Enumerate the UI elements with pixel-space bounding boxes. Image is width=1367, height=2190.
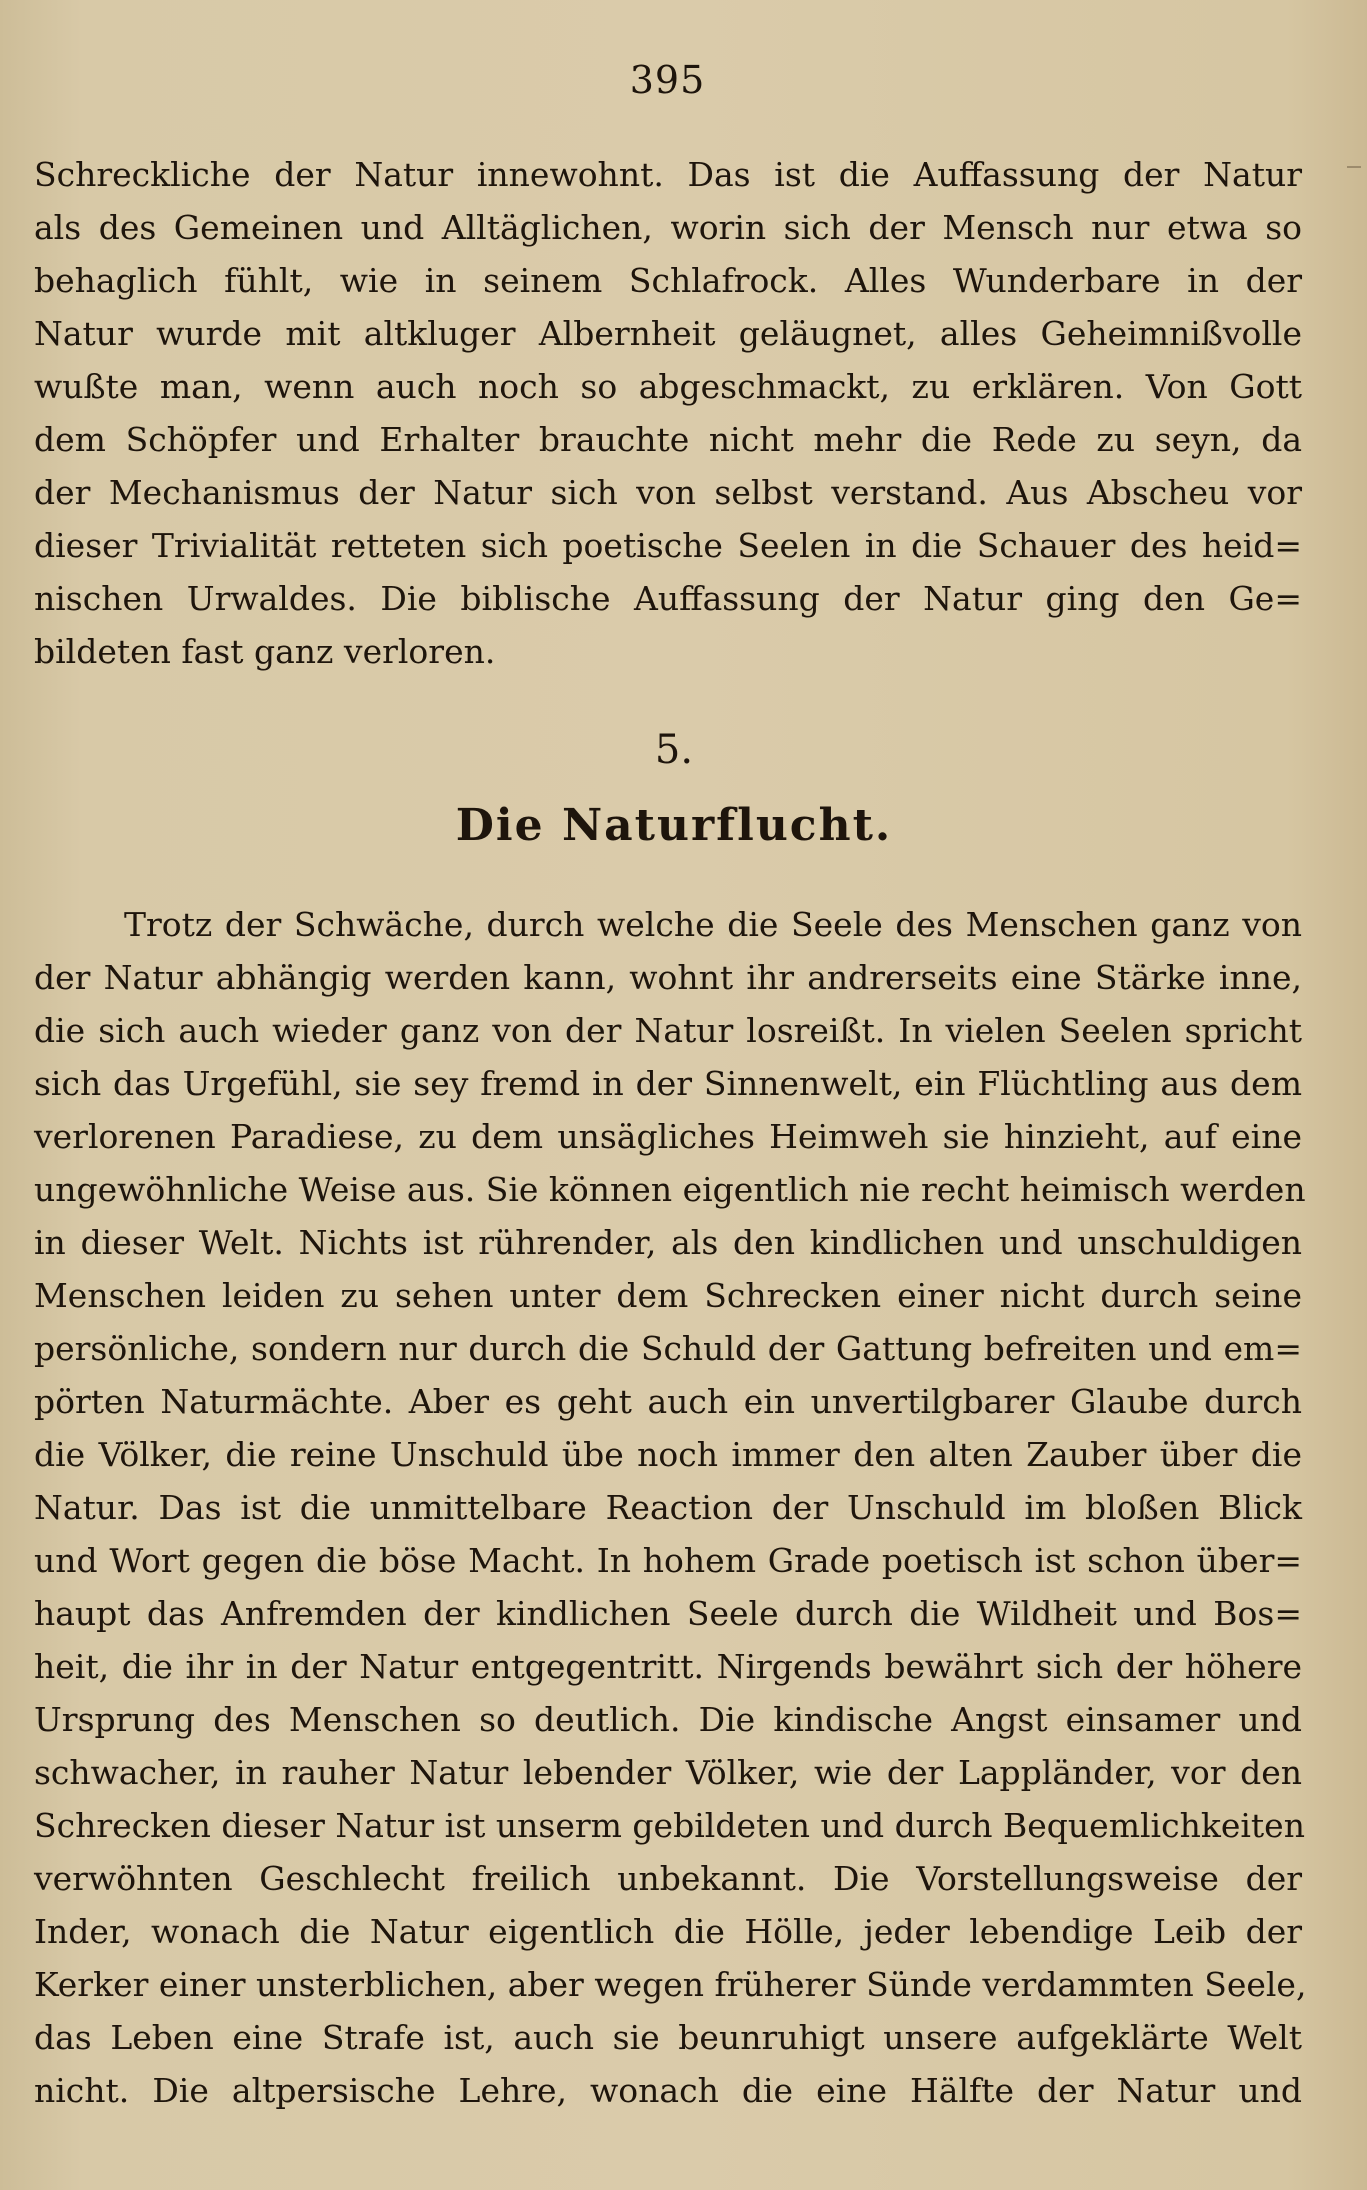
text-line: Schreckliche der Natur innewohnt. Das ist die Auffassung der Natur	[34, 155, 1302, 194]
paragraph-1	[34, 148, 1302, 678]
page-number: 395	[629, 58, 706, 102]
margin-mark	[1347, 166, 1361, 168]
text-line: wußte man, wenn auch noch so abgeschmackt, zu erklären. Von Gott	[34, 367, 1302, 406]
text-line: die sich auch wieder ganz von der Natur losreißt. In vielen Seelen spricht	[34, 1011, 1302, 1050]
section-title: Die Naturflucht.	[455, 800, 893, 851]
text-line: die Völker, die reine Unschuld übe noch immer den alten Zauber über die	[34, 1435, 1302, 1474]
paragraph-2	[34, 898, 1307, 2117]
text-line: ungewöhnliche Weise aus. Sie können eigentlich nie recht heimisch werden	[34, 1170, 1306, 1209]
text-line: haupt das Anfremden der kindlichen Seele durch die Wildheit und Bos=	[34, 1594, 1302, 1633]
section-number: 5.	[654, 727, 694, 773]
text-line: Kerker einer unsterblichen, aber wegen früherer Sünde verdammten Seele,	[34, 1965, 1307, 2004]
text-line: verwöhnten Geschlecht freilich unbekannt. Die Vorstellungsweise der	[34, 1859, 1302, 1898]
text-line: behaglich fühlt, wie in seinem Schlafrock. Alles Wunderbare in der	[34, 261, 1302, 300]
text-line: Schrecken dieser Natur ist unserm gebildeten und durch Bequemlichkeiten	[34, 1806, 1305, 1845]
text-line: der Natur abhängig werden kann, wohnt ihr andrerseits eine Stärke inne,	[34, 958, 1302, 997]
text-line: Trotz der Schwäche, durch welche die Seele des Menschen ganz von	[124, 905, 1302, 944]
text-line: der Mechanismus der Natur sich von selbst verstand. Aus Abscheu vor	[34, 473, 1302, 512]
text-line: persönliche, sondern nur durch die Schuld der Gattung befreiten und em=	[34, 1329, 1302, 1368]
text-line: und Wort gegen die böse Macht. In hohem Grade poetisch ist schon über=	[34, 1541, 1302, 1580]
text-line: verlorenen Paradiese, zu dem unsägliches Heimweh sie hinzieht, auf eine	[34, 1117, 1302, 1156]
text-line: dem Schöpfer und Erhalter brauchte nicht mehr die Rede zu seyn, da	[34, 420, 1302, 459]
text-line: Menschen leiden zu sehen unter dem Schrecken einer nicht durch seine	[34, 1276, 1302, 1315]
text-line: sich das Urgefühl, sie sey fremd in der Sinnenwelt, ein Flüchtling aus dem	[34, 1064, 1302, 1103]
text-line: pörten Naturmächte. Aber es geht auch ein unvertilgbarer Glaube durch	[34, 1382, 1302, 1421]
text-line: als des Gemeinen und Alltäglichen, worin sich der Mensch nur etwa so	[34, 208, 1302, 247]
text-line: dieser Trivialität retteten sich poetische Seelen in die Schauer des heid=	[34, 526, 1302, 565]
text-line: Natur. Das ist die unmittelbare Reaction der Unschuld im bloßen Blick	[34, 1488, 1302, 1527]
text-line: heit, die ihr in der Natur entgegentritt. Nirgends bewährt sich der höhere	[34, 1647, 1302, 1686]
text-line: Inder, wonach die Natur eigentlich die Hölle, jeder lebendige Leib der	[34, 1912, 1302, 1951]
text-line: in dieser Welt. Nichts ist rührender, als den kindlichen und unschuldigen	[34, 1223, 1302, 1262]
text-line: bildeten fast ganz verloren.	[34, 632, 496, 671]
text-line: nischen Urwaldes. Die biblische Auffassung der Natur ging den Ge=	[34, 579, 1302, 618]
text-line: schwacher, in rauher Natur lebender Völker, wie der Lappländer, vor den	[34, 1753, 1302, 1792]
text-line: Ursprung des Menschen so deutlich. Die kindische Angst einsamer und	[34, 1700, 1302, 1739]
text-line: Natur wurde mit altkluger Albernheit geläugnet, alles Geheimnißvolle	[34, 314, 1302, 353]
text-line: das Leben eine Strafe ist, auch sie beunruhigt unsere aufgeklärte Welt	[34, 2018, 1302, 2057]
text-line: nicht. Die altpersische Lehre, wonach die eine Hälfte der Natur und	[34, 2071, 1302, 2110]
